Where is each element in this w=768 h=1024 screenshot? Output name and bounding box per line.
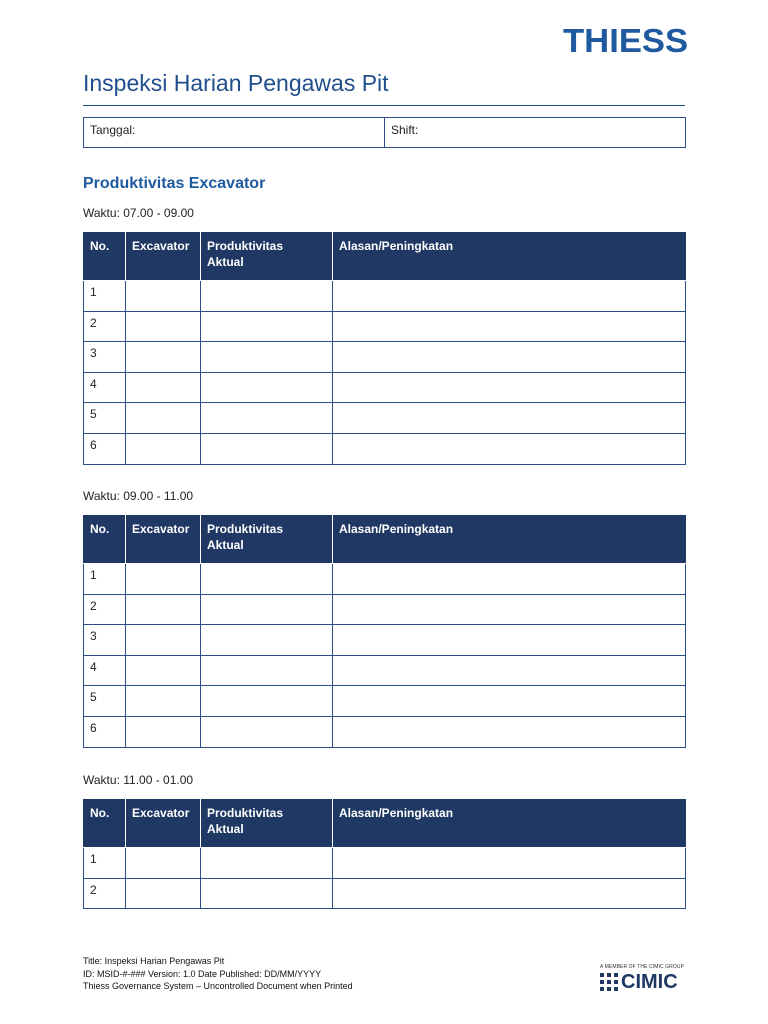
productivity-line-2: Aktual bbox=[207, 822, 244, 837]
productivity-cell[interactable] bbox=[201, 848, 333, 879]
productivity-table-3 bbox=[83, 799, 686, 909]
title-divider bbox=[83, 105, 685, 106]
productivity-cell[interactable] bbox=[201, 311, 333, 342]
table-header-row bbox=[84, 233, 686, 281]
table-header-row bbox=[84, 800, 686, 848]
productivity-cell[interactable] bbox=[201, 372, 333, 403]
page-title: Inspeksi Harian Pengawas Pit bbox=[83, 70, 389, 96]
table-row bbox=[84, 433, 686, 464]
row-number: 6 bbox=[84, 433, 126, 464]
cimic-logo bbox=[600, 964, 690, 992]
table-row bbox=[84, 686, 686, 717]
excavator-cell[interactable] bbox=[126, 716, 201, 747]
thiess-logo: THIESS bbox=[563, 22, 689, 59]
time-label-block-1: Waktu: 07.00 - 09.00 bbox=[83, 206, 194, 220]
table-row bbox=[84, 372, 686, 403]
column-header-no: No. bbox=[84, 800, 126, 848]
column-header-excavator: Excavator bbox=[126, 516, 201, 564]
reason-cell[interactable] bbox=[333, 686, 686, 717]
table-row bbox=[84, 848, 686, 879]
document-footer bbox=[83, 955, 353, 993]
excavator-cell[interactable] bbox=[126, 372, 201, 403]
reason-cell[interactable] bbox=[333, 655, 686, 686]
row-number: 3 bbox=[84, 625, 126, 656]
shift-label: Shift: bbox=[391, 123, 419, 137]
reason-cell[interactable] bbox=[333, 848, 686, 879]
productivity-line-2: Aktual bbox=[207, 538, 244, 553]
excavator-cell[interactable] bbox=[126, 281, 201, 312]
row-number: 2 bbox=[84, 878, 126, 909]
productivity-cell[interactable] bbox=[201, 625, 333, 656]
column-header-productivity bbox=[201, 516, 333, 564]
table-row bbox=[84, 403, 686, 434]
excavator-cell[interactable] bbox=[126, 878, 201, 909]
row-number: 4 bbox=[84, 655, 126, 686]
excavator-cell[interactable] bbox=[126, 655, 201, 686]
productivity-cell[interactable] bbox=[201, 403, 333, 434]
footer-governance-line: Thiess Governance System – Uncontrolled Document when Printed bbox=[83, 981, 353, 991]
table-row bbox=[84, 342, 686, 373]
productivity-table-2 bbox=[83, 515, 686, 748]
date-label: Tanggal: bbox=[90, 123, 136, 137]
time-label-block-2: Waktu: 09.00 - 11.00 bbox=[83, 489, 194, 503]
cimic-mark-icon bbox=[600, 973, 618, 991]
reason-cell[interactable] bbox=[333, 625, 686, 656]
excavator-cell[interactable] bbox=[126, 848, 201, 879]
row-number: 5 bbox=[84, 686, 126, 717]
excavator-cell[interactable] bbox=[126, 686, 201, 717]
excavator-cell[interactable] bbox=[126, 564, 201, 595]
productivity-table-1 bbox=[83, 232, 686, 465]
section-heading: Produktivitas Excavator bbox=[83, 175, 266, 192]
column-header-excavator: Excavator bbox=[126, 233, 201, 281]
excavator-cell[interactable] bbox=[126, 403, 201, 434]
column-header-reason: Alasan/Peningkatan bbox=[333, 233, 686, 281]
reason-cell[interactable] bbox=[333, 594, 686, 625]
table-row bbox=[84, 311, 686, 342]
productivity-cell[interactable] bbox=[201, 342, 333, 373]
column-header-productivity bbox=[201, 800, 333, 848]
productivity-line-2: Aktual bbox=[207, 255, 244, 270]
excavator-cell[interactable] bbox=[126, 311, 201, 342]
row-number: 2 bbox=[84, 311, 126, 342]
column-header-productivity bbox=[201, 233, 333, 281]
row-number: 1 bbox=[84, 848, 126, 879]
excavator-cell[interactable] bbox=[126, 594, 201, 625]
row-number: 6 bbox=[84, 716, 126, 747]
table-row bbox=[84, 281, 686, 312]
footer-id-line: ID: MSID-#-### Version: 1.0 Date Published: DD/MM/YYYY bbox=[83, 968, 322, 979]
reason-cell[interactable] bbox=[333, 342, 686, 373]
productivity-line-1: Produktivitas bbox=[207, 239, 284, 253]
productivity-cell[interactable] bbox=[201, 655, 333, 686]
reason-cell[interactable] bbox=[333, 564, 686, 595]
productivity-cell[interactable] bbox=[201, 878, 333, 909]
excavator-cell[interactable] bbox=[126, 342, 201, 373]
table-row bbox=[84, 878, 686, 909]
column-header-reason: Alasan/Peningkatan bbox=[333, 516, 686, 564]
reason-cell[interactable] bbox=[333, 433, 686, 464]
excavator-cell[interactable] bbox=[126, 625, 201, 656]
table-row bbox=[84, 716, 686, 747]
reason-cell[interactable] bbox=[333, 311, 686, 342]
time-label-block-3: Waktu: 11.00 - 01.00 bbox=[83, 773, 194, 787]
row-number: 4 bbox=[84, 372, 126, 403]
table-row bbox=[84, 625, 686, 656]
table-row bbox=[84, 564, 686, 595]
productivity-cell[interactable] bbox=[201, 433, 333, 464]
productivity-cell[interactable] bbox=[201, 686, 333, 717]
row-number: 2 bbox=[84, 594, 126, 625]
productivity-cell[interactable] bbox=[201, 716, 333, 747]
reason-cell[interactable] bbox=[333, 281, 686, 312]
reason-cell[interactable] bbox=[333, 403, 686, 434]
cimic-tagline: A MEMBER OF THE CIMIC GROUP bbox=[600, 964, 685, 970]
productivity-line-1: Produktivitas bbox=[207, 522, 284, 536]
row-number: 1 bbox=[84, 281, 126, 312]
productivity-line-1: Produktivitas bbox=[207, 806, 284, 820]
shift-field[interactable] bbox=[385, 118, 686, 148]
row-number: 3 bbox=[84, 342, 126, 373]
date-field[interactable] bbox=[84, 118, 385, 148]
productivity-cell[interactable] bbox=[201, 594, 333, 625]
table-header-row bbox=[84, 516, 686, 564]
column-header-excavator: Excavator bbox=[126, 800, 201, 848]
column-header-no: No. bbox=[84, 516, 126, 564]
table-row bbox=[84, 655, 686, 686]
table-row bbox=[84, 594, 686, 625]
footer-title-line: Title: Inspeksi Harian Pengawas Pit bbox=[83, 956, 225, 966]
reason-cell[interactable] bbox=[333, 878, 686, 909]
productivity-cell[interactable] bbox=[201, 564, 333, 595]
column-header-reason: Alasan/Peningkatan bbox=[333, 800, 686, 848]
row-number: 5 bbox=[84, 403, 126, 434]
row-number: 1 bbox=[84, 564, 126, 595]
reason-cell[interactable] bbox=[333, 372, 686, 403]
productivity-cell[interactable] bbox=[201, 281, 333, 312]
excavator-cell[interactable] bbox=[126, 433, 201, 464]
cimic-wordmark: CIMIC bbox=[621, 971, 678, 993]
column-header-no: No. bbox=[84, 233, 126, 281]
reason-cell[interactable] bbox=[333, 716, 686, 747]
date-shift-table bbox=[83, 117, 686, 148]
